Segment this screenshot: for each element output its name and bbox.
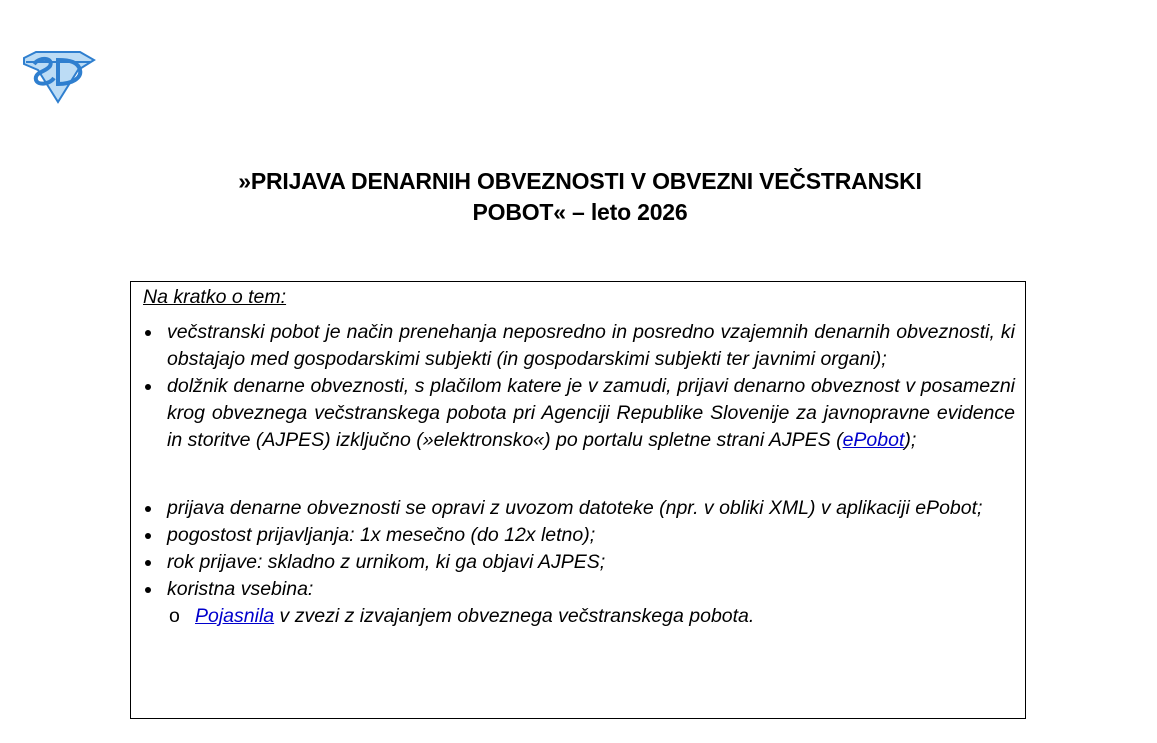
pojasnila-link[interactable]: Pojasnila — [195, 605, 275, 627]
list-item-text: pogostost prijavljanja: 1x mesečno (do 12x letno); — [167, 524, 596, 546]
list-item — [143, 495, 1015, 522]
summary-box — [130, 281, 1026, 719]
company-logo-icon — [20, 50, 96, 104]
list-item — [143, 319, 1015, 373]
list-item-text: koristna vsebina: — [167, 578, 314, 600]
epobot-link[interactable]: ePobot — [842, 429, 905, 451]
list-item — [143, 522, 1015, 549]
list-item-text: prijava denarne obveznosti se opravi z uvozom datoteke (npr. v obliki XML) v aplikaciji ePobot; — [167, 497, 983, 519]
list-item-text: ); — [904, 429, 917, 451]
sub-list-item — [167, 603, 1015, 630]
sub-bullet-marker: o — [169, 605, 180, 627]
title-line-2: POBOT« – leto 2026 — [472, 199, 688, 225]
list-item — [143, 576, 1015, 630]
sub-list — [167, 603, 1015, 630]
list-item — [143, 549, 1015, 576]
sub-list-item-text: v zvezi z izvajanjem obveznega večstranskega pobota. — [274, 605, 755, 627]
page-title — [140, 166, 1020, 228]
title-line-1: »PRIJAVA DENARNIH OBVEZNOSTI V OBVEZNI VEČSTRANSKI — [238, 168, 922, 194]
list-item-text: rok prijave: skladno z urnikom, ki ga objavi AJPES; — [167, 551, 606, 573]
summary-list — [143, 319, 1015, 630]
list-item-text: večstranski pobot je način prenehanja neposredno in posredno vzajemnih denarnih obveznosti, ki obstajajo med gospodarskimi subjekti (in gospodarskimi subjekti ter javnimi organi); — [167, 321, 1015, 370]
list-item — [143, 373, 1015, 454]
list-item-text: dolžnik denarne obveznosti, s plačilom katere je v zamudi, prijavi denarno obveznost v posamezni krog obveznega večstranskega pobota pri Agenciji Republike Slovenije za javnopravne evidence in storitve (AJPES) izključno (»elektronsko«) po portalu spletne strani AJPES ( — [167, 375, 1015, 451]
summary-heading: Na kratko o tem: — [143, 286, 287, 308]
